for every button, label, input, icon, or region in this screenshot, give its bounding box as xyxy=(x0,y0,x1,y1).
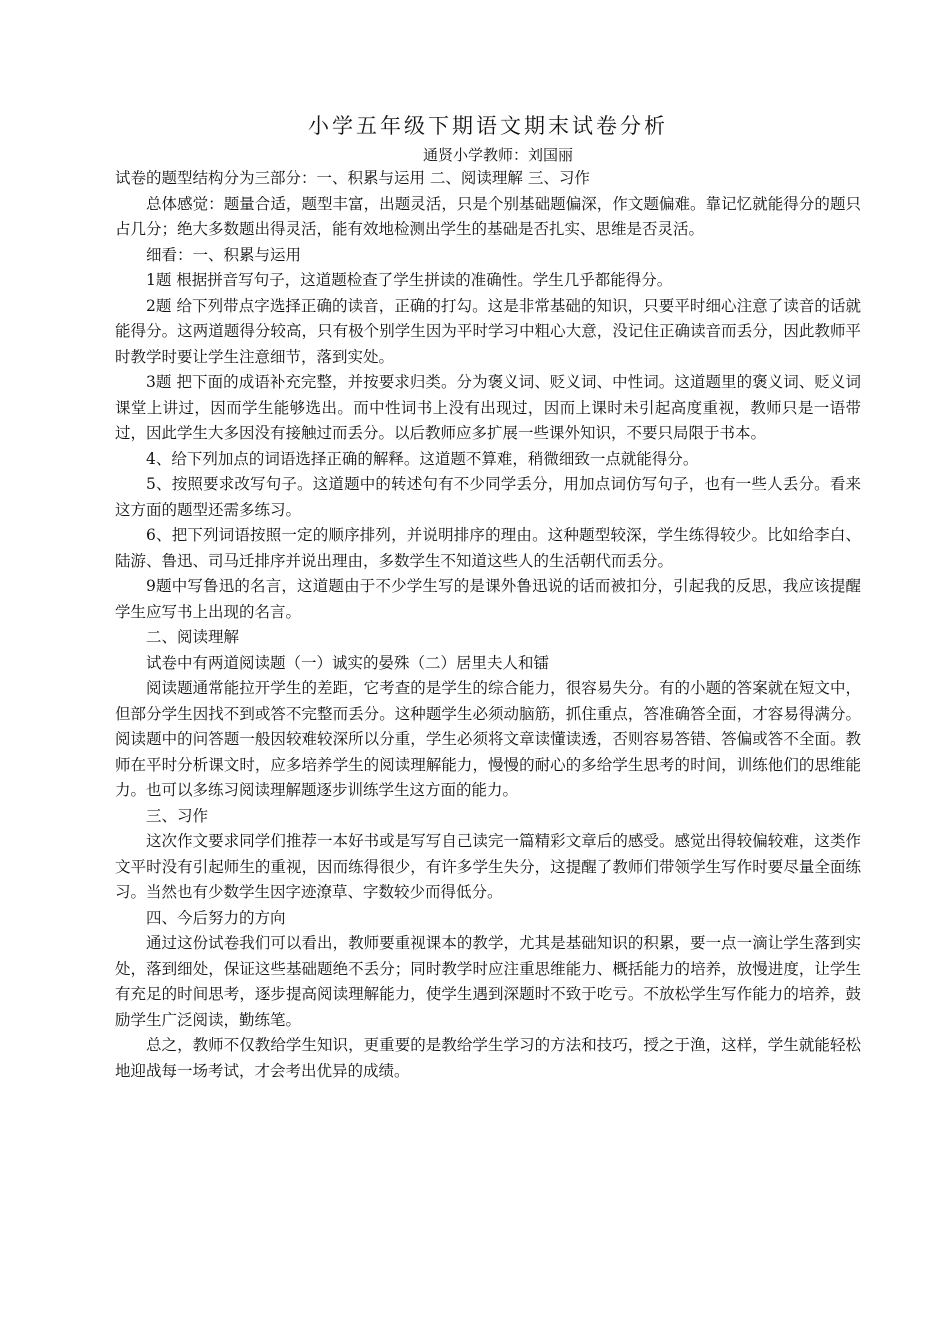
body-paragraph: 阅读题通常能拉开学生的差距，它考查的是学生的综合能力，很容易失分。有的小题的答案就在短文中，但部分学生因找不到或答不完整而丢分。这种题学生必须动脑筋，抓住重点，答准确答全面，才容易得满分。阅读题中的问答题一般因较难较深所以分重，学生必须将文章读懂读透，否则容易答错、答偏或答不全面。教师在平时分析课文时，应多培养学生的阅读理解能力，慢慢的耐心的多给学生思考的时间，训练他们的思维能力。也可以多练习阅读理解题逐步训练学生这方面的能力。 xyxy=(115,679,861,799)
body-paragraph: 四、今后努力的方向 xyxy=(146,908,286,927)
body-paragraph: 这次作文要求同学们推荐一本好书或是写写自己读完一篇精彩文章后的感受。感觉出得较偏较难，这类作文平时没有引起师生的重视，因而练得很少，有许多学生失分，这提醒了教师们带领学生写作时要尽量全面练习。当然也有少数学生因字迹潦草、字数较少而得低分。 xyxy=(115,832,861,901)
body-paragraph: 总之，教师不仅教给学生知识，更重要的是教给学生学习的方法和技巧，授之于渔，这样，学生就能轻松地迎战每一场考试，才会考出优异的成绩。 xyxy=(115,1036,861,1080)
body-paragraph: 总体感觉：题量合适，题型丰富，出题灵活，只是个别基础题偏深，作文题偏难。靠记忆就能得分的题只占几分；绝大多数题出得灵活，能有效地检测出学生的基础是否扎实、思维是否灵活。 xyxy=(115,194,861,238)
body-paragraph: 三、习作 xyxy=(146,806,209,825)
body-paragraph: 4、给下列加点的词语选择正确的解释。这道题不算难，稍微细致一点就能得分。 xyxy=(146,449,699,468)
document-title: 小学五年级下期语文期末试卷分析 xyxy=(308,114,668,138)
body-paragraph: 通过这份试卷我们可以看出，教师要重视课本的教学，尤其是基础知识的积累，要一点一滴让学生落到实处，落到细处，保证这些基础题绝不丢分；同时教学时应注重思维能力、概括能力的培养，放慢进度，让学生有充足的时间思考，逐步提高阅读理解能力，使学生遇到深题时不致于吃亏。不放松学生写作能力的培养，鼓励学生广泛阅读，勤练笔。 xyxy=(115,934,861,1029)
body-paragraph: 试卷的题型结构分为三部分：一、积累与运用 二、阅读理解 三、习作 xyxy=(115,169,590,187)
body-paragraph: 5、按照要求改写句子。这道题中的转述句有不少同学丢分，用加点词仿写句子，也有一些人丢分。看来这方面的题型还需多练习。 xyxy=(115,475,861,519)
body-paragraph: 3题 把下面的成语补充完整，并按要求归类。分为褒义词、贬义词、中性词。这道题里的褒义词、贬义词课堂上讲过，因而学生能够选出。而中性词书上没有出现过，因而上课时未引起高度重视，教师只是一语带过，因此学生大多因没有接触过而丢分。以后教师应多扩展一些课外知识，不要只局限于书本。 xyxy=(115,373,861,442)
document-page xyxy=(115,108,861,1084)
body-paragraph: 二、阅读理解 xyxy=(146,628,240,646)
body-paragraph: 1题 根据拼音写句子，这道题检查了学生拼读的准确性。学生几乎都能得分。 xyxy=(146,271,673,289)
document-body xyxy=(115,166,861,1084)
body-paragraph: 2题 给下列带点字选择正确的读音，正确的打勾。这是非常基础的知识，只要平时细心注意了读音的话就能得分。这两道题得分较高，只有极个别学生因为平时学习中粗心大意，没记住正确读音而丢分，因此教师平时教学时要让学生注意细节，落到实处。 xyxy=(115,296,861,366)
body-paragraph: 9题中写鲁迅的名言，这道题由于不少学生写的是课外鲁迅说的话而被扣分，引起我的反思，我应该提醒学生应写书上出现的名言。 xyxy=(115,577,861,621)
author-line: 通贤小学教师：刘国丽 xyxy=(422,146,573,164)
body-paragraph: 6、把下列词语按照一定的顺序排列，并说明排序的理由。这种题型较深，学生练得较少。比如给李白、陆游、鲁迅、司马迁排序并说出理由，多数学生不知道这些人的生活朝代而丢分。 xyxy=(115,526,861,570)
body-paragraph: 试卷中有两道阅读题（一）诚实的晏殊（二）居里夫人和镭 xyxy=(146,653,550,672)
body-paragraph: 细看：一、积累与运用 xyxy=(146,245,302,264)
